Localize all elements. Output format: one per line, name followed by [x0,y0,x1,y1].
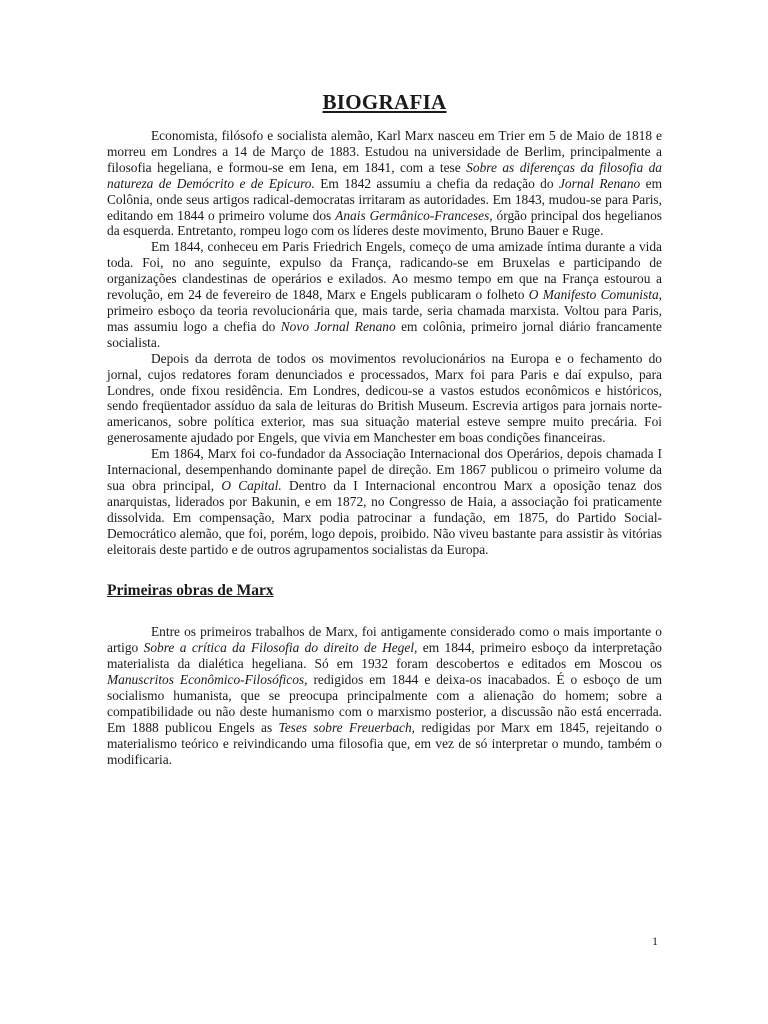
italic-title-text: Anais Germânico-Franceses, [335,207,493,223]
italic-title-text: Sobre a crítica da Filosofia do direito de Hegel, [143,640,418,656]
paragraph-text: em colônia, primeiro jornal diário francamente socialista. [107,318,662,350]
italic-title-text: Jornal Renano [558,175,641,191]
paragraph-text: Em 1864, Marx foi co-fundador da Associação Internacional dos Operários, depois chamada I Internacional, desempenhando dominante papel de direção. Em 1867 publicou o primeiro volume da sua obra principal, [107,446,662,493]
biography-section [107,128,662,557]
italic-title-text: Novo Jornal Renano [280,318,396,334]
paragraph-text: em 1844, primeiro esboço da interpretação materialista da dialética hegeliana. Só em 1932 foram descobertos e editados em Moscou os [107,640,662,672]
biography-paragraph [107,351,662,446]
biography-paragraph [107,239,662,350]
italic-title-text: O Capital. [221,477,282,493]
page-number: 1 [652,934,658,948]
paragraph-text: em Colônia, onde seus artigos radical-democratas irritaram as autoridades. Em 1843, mudou-se para Paris, editando em 1844 o primeiro volume dos [107,175,663,223]
page-title: BIOGRAFIA [322,90,447,114]
paragraph-text: Em 1842 assumiu a chefia da redação do [314,175,559,191]
italic-title-text: O Manifesto Comunista, [528,287,662,303]
section-heading: Primeiras obras de Marx [107,582,274,600]
biography-paragraph [107,128,662,239]
italic-title-text: Teses sobre Freuerbach, [278,719,416,735]
paragraph-text: redigidos em 1844 e deixa-os inacabados. É o esboço de um socialismo humanista, que se preocupa principalmente com a alienação do homem; sobre a compatibilidade ou não deste humanismo com o marxismo posterior, a discussão não está encerrada. Em 1888 publicou Engels as [107,672,663,735]
paragraph-text: Em 1844, conheceu em Paris Friedrich Engels, começo de uma amizade íntima durante a vida toda. Foi, no ano seguinte, expulso da França, radicando-se em Bruxelas e participando de organizações clandestinas de operários e exilados. Ao mesmo tempo em que na França estourou a revolução, em 24 de fevereiro de 1848, Marx e Engels publicaram o folheto [107,239,662,303]
paragraph-text: redigidas por Marx em 1845, rejeitando o materialismo teórico e reivindicando uma filosofia que, em vez de só interpretar o mundo, também o modificaria. [107,719,662,767]
italic-title-text: Sobre as diferenças da filosofia da natureza de Demócrito e de Epicuro. [107,159,662,191]
paragraph-text: Depois da derrota de todos os movimentos revolucionários na Europa e o fechamento do jornal, cujos redatores foram denunciados e processados, Marx foi para Paris e daí expulso, para Londres, onde fixou residência. Em Londres, dedicou-se a vastos estudos econômicos e históricos, sendo freqüentador assíduo da sala de leituras do British Museum. Escrevia artigos para jornais norte-americanos, sobre política exterior, mas sua situação material esteve sempre muito precária. Foi generosamente ajudado por Engels, que vivia em Manchester em boas condições financeiras. [107,350,662,446]
italic-title-text: Manuscritos Econômico-Filosóficos, [107,672,308,688]
paragraph-text: Dentro da I Internacional encontrou Marx a oposição tenaz dos anarquistas, liderados por Bakunin, e em 1872, no Congresso de Haia, a associação foi praticamente dissolvida. Em compensação, Marx podia patrocinar a fundação, em 1875, do Partido Social-Democrático alemão, que foi, porém, logo depois, proibido. Não viveu bastante para assistir às vitórias eleitorais deste partido e de outros agrupamentos socialistas da Europa. [107,477,662,557]
paragraph-text: primeiro esboço da teoria revolucionária que, mais tarde, seria chamada marxista. Voltou para Paris, mas assumiu logo a chefia do [107,302,662,334]
document-page [107,88,662,768]
paragraph-text: Entre os primeiros trabalhos de Marx, foi antigamente considerado como o mais importante o artigo [107,624,662,656]
early-works-paragraph [107,624,662,767]
biography-paragraph [107,446,662,557]
early-works-section [107,624,662,767]
paragraph-text: órgão principal dos hegelianos da esquerda. Entretanto, rompeu logo com os líderes deste movimento, Bruno Bauer e Ruge. [107,207,662,239]
paragraph-text: Economista, filósofo e socialista alemão, Karl Marx nasceu em Trier em 5 de Maio de 1818 e morreu em Londres a 14 de Março de 1883. Estudou na universidade de Berlim, principalmente a filosofia hegeliana, e formou-se em Iena, em 1841, com a tese [107,128,662,175]
